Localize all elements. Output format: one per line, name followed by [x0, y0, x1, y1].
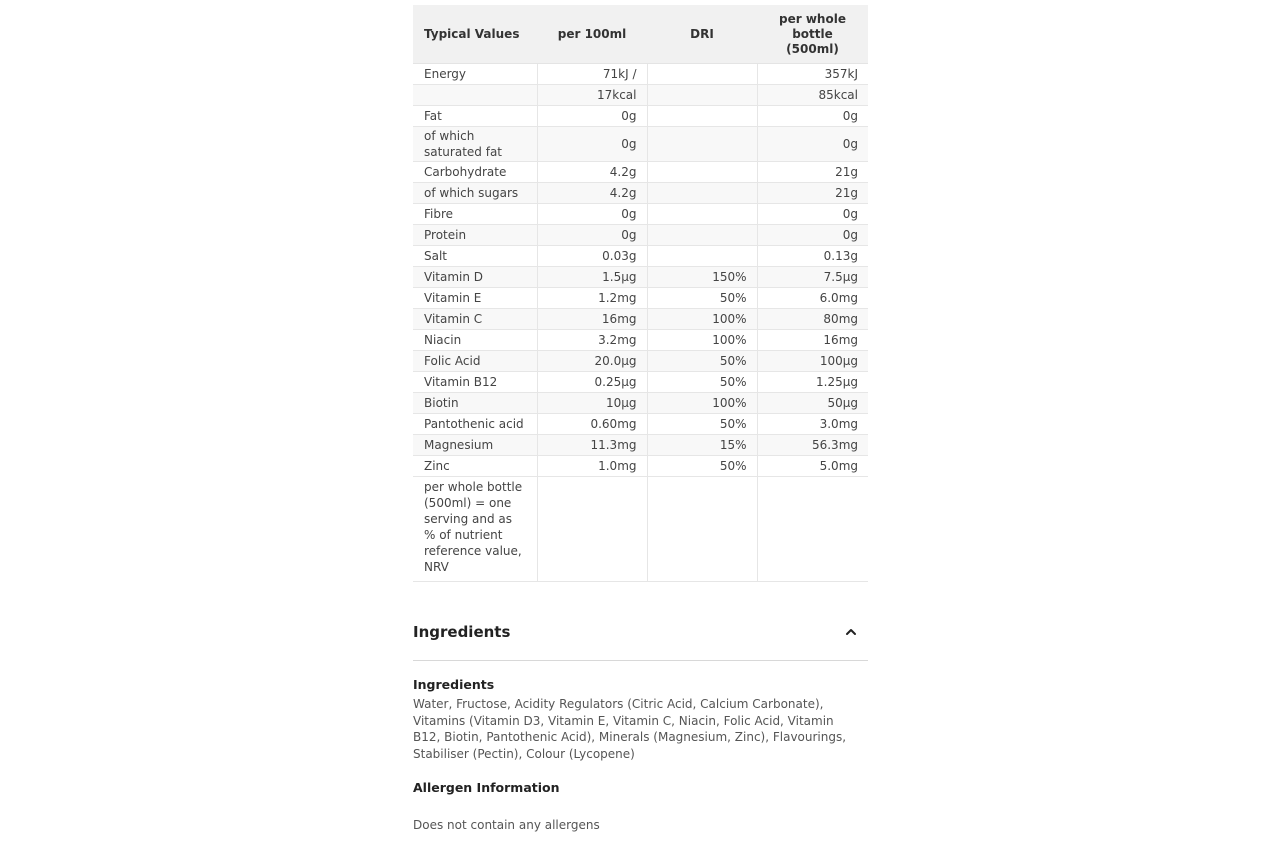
nutrient-name: Fibre — [413, 204, 537, 225]
per-100ml-value: 20.0µg — [537, 351, 647, 372]
per-100ml-value: 11.3mg — [537, 435, 647, 456]
nutrient-name: of which sugars — [413, 183, 537, 204]
per-100ml-value: 10µg — [537, 393, 647, 414]
dri-value: 50% — [647, 456, 757, 477]
header-dri: DRI — [647, 5, 757, 64]
nutrient-name: of which saturated fat — [413, 127, 537, 162]
dri-value: 150% — [647, 267, 757, 288]
table-row — [413, 106, 868, 127]
table-row — [413, 225, 868, 246]
per-bottle-value: 0g — [757, 204, 868, 225]
per-100ml-value: 1.5µg — [537, 267, 647, 288]
per-100ml-value: 71kJ / — [537, 64, 647, 85]
nutrient-name: Folic Acid — [413, 351, 537, 372]
nutrient-name: Magnesium — [413, 435, 537, 456]
per-100ml-value: 0.60mg — [537, 414, 647, 435]
per-bottle-value: 21g — [757, 162, 868, 183]
per-bottle-value: 16mg — [757, 330, 868, 351]
table-row — [413, 162, 868, 183]
nutrient-name: Biotin — [413, 393, 537, 414]
per-100ml-value: 17kcal — [537, 85, 647, 106]
per-100ml-value: 4.2g — [537, 162, 647, 183]
table-row — [413, 414, 868, 435]
table-row — [413, 330, 868, 351]
dri-value — [647, 477, 757, 582]
table-row — [413, 246, 868, 267]
nutrient-name: Vitamin C — [413, 309, 537, 330]
dri-value: 15% — [647, 435, 757, 456]
nutrient-name: Energy — [413, 64, 537, 85]
table-row — [413, 85, 868, 106]
per-100ml-value: 0g — [537, 106, 647, 127]
per-bottle-value: 100µg — [757, 351, 868, 372]
table-row — [413, 351, 868, 372]
table-row — [413, 183, 868, 204]
dri-value: 100% — [647, 393, 757, 414]
per-100ml-value: 1.0mg — [537, 456, 647, 477]
nutrition-header-row — [413, 5, 868, 64]
nutrient-name: Vitamin D — [413, 267, 537, 288]
nutrient-name: Zinc — [413, 456, 537, 477]
chevron-up-icon[interactable] — [844, 625, 858, 639]
nutrient-name: Protein — [413, 225, 537, 246]
per-100ml-value: 16mg — [537, 309, 647, 330]
per-bottle-value: 1.25µg — [757, 372, 868, 393]
dri-value: 50% — [647, 288, 757, 309]
product-details — [413, 5, 868, 834]
header-per-bottle: per whole bottle (500ml) — [757, 5, 868, 64]
per-bottle-value: 0g — [757, 225, 868, 246]
dri-value — [647, 162, 757, 183]
dri-value — [647, 204, 757, 225]
per-100ml-value: 0g — [537, 225, 647, 246]
per-bottle-value: 6.0mg — [757, 288, 868, 309]
nutrient-name: Vitamin B12 — [413, 372, 537, 393]
per-100ml-value: 3.2mg — [537, 330, 647, 351]
ingredients-accordion-toggle[interactable] — [413, 616, 868, 661]
per-bottle-value: 357kJ — [757, 64, 868, 85]
header-per-100ml: per 100ml — [537, 5, 647, 64]
table-row — [413, 435, 868, 456]
nutrient-name: Fat — [413, 106, 537, 127]
dri-value — [647, 64, 757, 85]
dri-value — [647, 246, 757, 267]
per-bottle-value: 3.0mg — [757, 414, 868, 435]
dri-value: 50% — [647, 351, 757, 372]
nutrient-name: per whole bottle (500ml) = one serving and as % of nutrient reference value, NRV — [413, 477, 537, 582]
table-row — [413, 309, 868, 330]
nutrient-name: Salt — [413, 246, 537, 267]
accordion-title: Ingredients — [413, 623, 511, 641]
ingredients-text: Water, Fructose, Acidity Regulators (Citric Acid, Calcium Carbonate), Vitamins (Vitamin D3, Vitamin E, Vitamin C, Niacin, Folic Acid, Vitamin B12, Biotin, Pantothenic Acid), Minerals (Magnesium, Zinc), Flavourings, Stabiliser (Pectin), Colour (Lycopene) — [413, 697, 847, 761]
table-row — [413, 127, 868, 162]
nutrient-name: Pantothenic acid — [413, 414, 537, 435]
per-bottle-value — [757, 477, 868, 582]
dri-value — [647, 225, 757, 246]
per-100ml-value: 0.03g — [537, 246, 647, 267]
nutrition-table — [413, 5, 868, 582]
per-bottle-value: 0g — [757, 127, 868, 162]
nutrition-body — [413, 64, 868, 582]
per-bottle-value: 56.3mg — [757, 435, 868, 456]
dri-value: 50% — [647, 414, 757, 435]
header-typical-values: Typical Values — [413, 5, 537, 64]
per-bottle-value: 0g — [757, 106, 868, 127]
nutrient-name: Vitamin E — [413, 288, 537, 309]
allergen-text: Does not contain any allergens — [413, 818, 600, 832]
per-100ml-value: 0g — [537, 204, 647, 225]
nutrient-name — [413, 85, 537, 106]
table-row — [413, 267, 868, 288]
dri-value — [647, 85, 757, 106]
table-row — [413, 477, 868, 582]
per-100ml-value: 4.2g — [537, 183, 647, 204]
per-100ml-value: 1.2mg — [537, 288, 647, 309]
table-row — [413, 64, 868, 85]
per-bottle-value: 5.0mg — [757, 456, 868, 477]
table-row — [413, 393, 868, 414]
dri-value: 100% — [647, 330, 757, 351]
dri-value: 50% — [647, 372, 757, 393]
allergen-heading: Allergen Information — [413, 780, 560, 795]
table-row — [413, 288, 868, 309]
table-row — [413, 456, 868, 477]
per-bottle-value: 50µg — [757, 393, 868, 414]
table-row — [413, 204, 868, 225]
dri-value — [647, 127, 757, 162]
dri-value — [647, 183, 757, 204]
dri-value — [647, 106, 757, 127]
nutrient-name: Niacin — [413, 330, 537, 351]
dri-value: 100% — [647, 309, 757, 330]
nutrient-name: Carbohydrate — [413, 162, 537, 183]
ingredients-panel — [413, 677, 868, 834]
per-100ml-value: 0.25µg — [537, 372, 647, 393]
per-100ml-value — [537, 477, 647, 582]
per-bottle-value: 21g — [757, 183, 868, 204]
table-row — [413, 372, 868, 393]
per-bottle-value: 0.13g — [757, 246, 868, 267]
per-bottle-value: 7.5µg — [757, 267, 868, 288]
per-bottle-value: 85kcal — [757, 85, 868, 106]
per-100ml-value: 0g — [537, 127, 647, 162]
ingredients-heading: Ingredients — [413, 677, 495, 692]
per-bottle-value: 80mg — [757, 309, 868, 330]
